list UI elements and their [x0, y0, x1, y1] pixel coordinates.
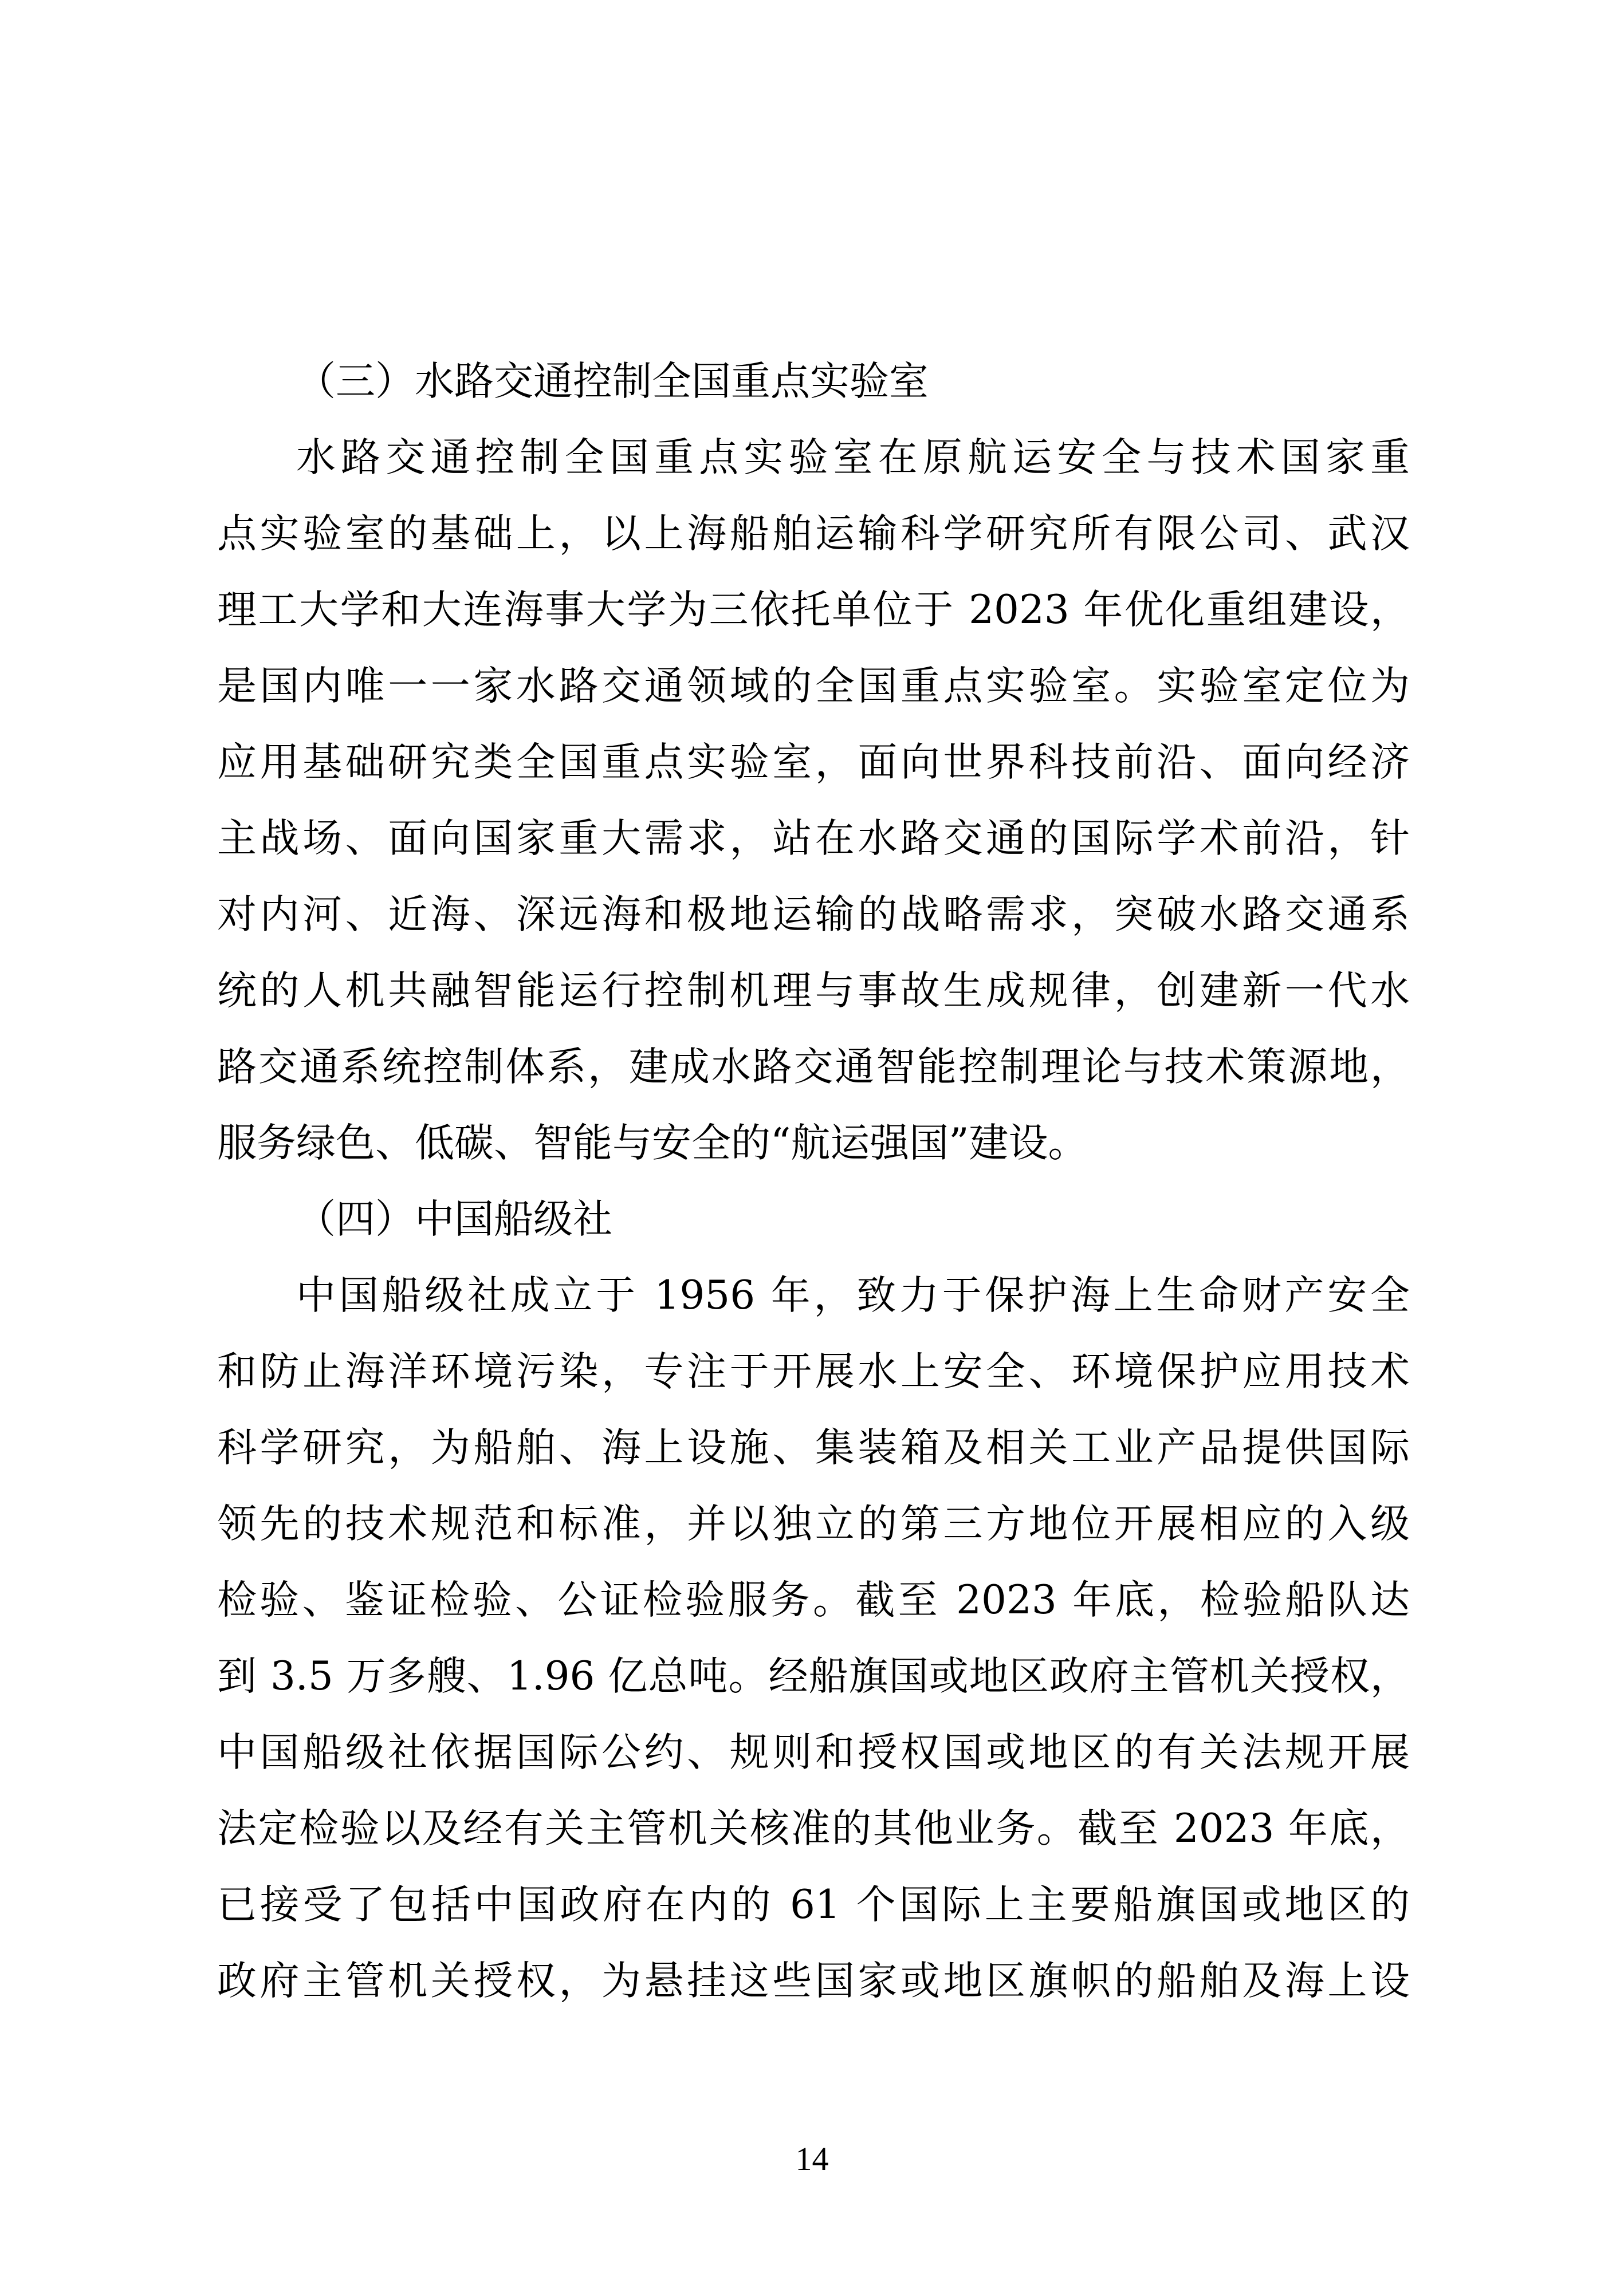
paragraph-line: 应用基础研究类全国重点实验室，面向世界科技前沿、面向经济 — [217, 739, 1410, 785]
paragraph-line: 法定检验以及经有关主管机关核准的其他业务。截至 2023 年底， — [217, 1806, 1410, 1852]
paragraph-line: 理工大学和大连海事大学为三依托单位于 2023 年优化重组建设， — [217, 587, 1410, 633]
paragraph-line: 对内河、近海、深远海和极地运输的战略需求，突破水路交通系 — [217, 892, 1410, 938]
paragraph-line: 点实验室的基础上，以上海船舶运输科学研究所有限公司、武汉 — [217, 511, 1410, 557]
paragraph-line: 和防止海洋环境污染，专注于开展水上安全、环境保护应用技术 — [217, 1349, 1410, 1395]
paragraph-section-4 — [217, 1258, 1410, 2019]
paragraph-line: 科学研究，为船舶、海上设施、集装箱及相关工业产品提供国际 — [217, 1425, 1410, 1471]
paragraph-section-3 — [217, 420, 1410, 1182]
paragraph-line: 检验、鉴证检验、公证检验服务。截至 2023 年底，检验船队达 — [217, 1577, 1410, 1623]
paragraph-line: 中国船级社成立于 1956 年，致力于保护海上生命财产安全 — [296, 1273, 1410, 1318]
paragraph-line: 水路交通控制全国重点实验室在原航运安全与技术国家重 — [296, 435, 1410, 481]
paragraph-line: 到 3.5 万多艘、1.96 亿总吨。经船旗国或地区政府主管机关授权， — [217, 1653, 1410, 1699]
section-heading-3: （三）水路交通控制全国重点实验室 — [296, 359, 929, 404]
paragraph-line: 路交通系统控制体系，建成水路交通智能控制理论与技术策源地， — [217, 1044, 1410, 1090]
paragraph-line: 统的人机共融智能运行控制机理与事故生成规律，创建新一代水 — [217, 968, 1410, 1014]
paragraph-line: 是国内唯一一家水路交通领域的全国重点实验室。实验室定位为 — [217, 663, 1410, 709]
page-number: 14 — [795, 2140, 829, 2177]
paragraph-line: 中国船级社依据国际公约、规则和授权国或地区的有关法规开展 — [217, 1730, 1410, 1775]
paragraph-line-last: 服务绿色、低碳、智能与安全的“航运强国”建设。 — [217, 1120, 1088, 1166]
section-heading-4: （四）中国船级社 — [296, 1196, 612, 1242]
paragraph-line: 已接受了包括中国政府在内的 61 个国际上主要船旗国或地区的 — [217, 1882, 1410, 1928]
paragraph-line: 主战场、面向国家重大需求，站在水路交通的国际学术前沿，针 — [217, 816, 1410, 861]
paragraph-line: 政府主管机关授权，为悬挂这些国家或地区旗帜的船舶及海上设 — [217, 1958, 1410, 2004]
page-body — [217, 344, 1410, 2019]
paragraph-line: 领先的技术规范和标准，并以独立的第三方地位开展相应的入级 — [217, 1501, 1410, 1547]
